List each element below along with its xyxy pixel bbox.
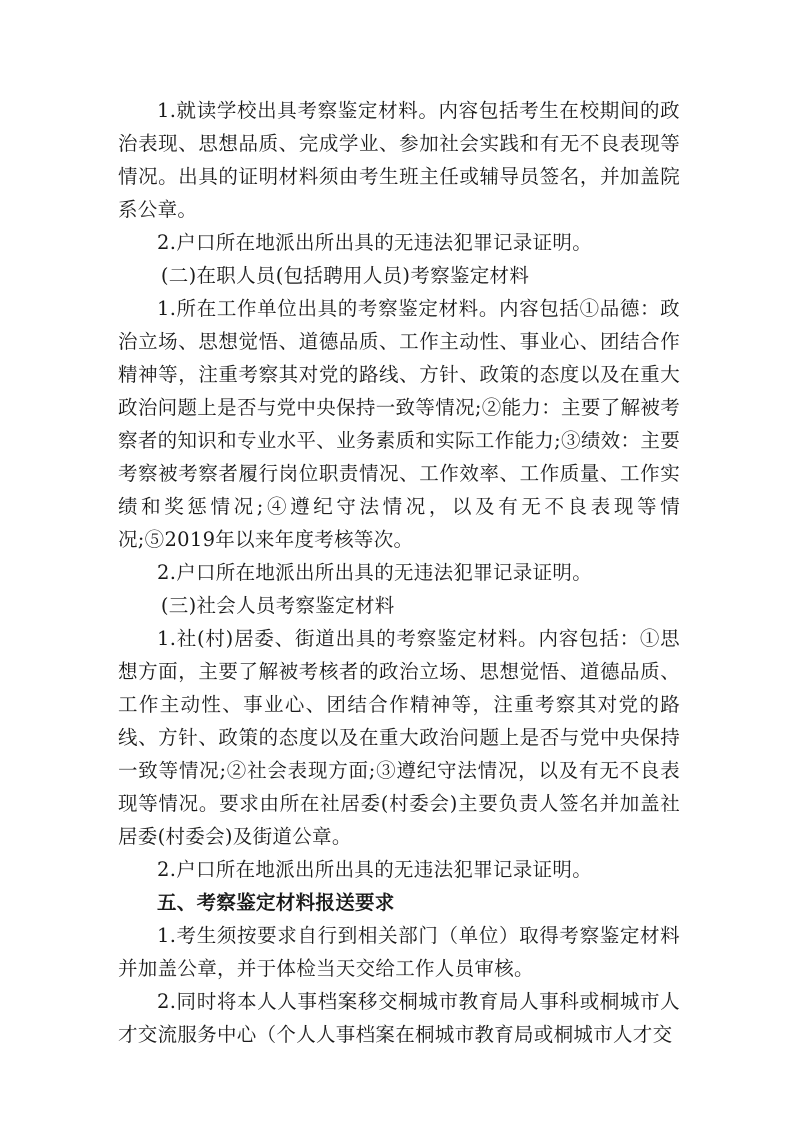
section-title-submission-requirements: 五、考察鉴定材料报送要求: [157, 891, 395, 914]
paragraph-student-school-material: 1.就读学校出具考察鉴定材料。内容包括考生在校期间的政治表现、思想品质、完成学业、参加社会实践和有无不良表现等情况。出具的证明材料须由考生班主任或辅导员签名，并加盖院系公章。: [118, 99, 680, 221]
document-page: [118, 94, 680, 1051]
paragraph-submission-rule-1: 1.考生须按要求自行到相关部门（单位）取得考察鉴定材料并加盖公章，并于体检当天交给工作人员审核。: [118, 924, 680, 980]
subheading-social-persons: (三)社会人员考察鉴定材料: [160, 594, 395, 617]
paragraph-student-police-certificate: 2.户口所在地派出所出具的无违法犯罪记录证明。: [157, 231, 593, 254]
paragraph-submission-rule-2: 2.同时将本人人事档案移交桐城市教育局人事科或桐城市人才交流服务中心（个人人事档案在桐城市教育局或桐城市人才交: [118, 990, 680, 1046]
paragraph-social-police-certificate: 2.户口所在地派出所出具的无违法犯罪记录证明。: [157, 858, 593, 881]
paragraph-employed-police-certificate: 2.户口所在地派出所出具的无违法犯罪记录证明。: [157, 561, 593, 584]
subheading-employed-persons: (二)在职人员(包括聘用人员)考察鉴定材料: [160, 264, 530, 287]
paragraph-community-material: 1.社(村)居委、街道出具的考察鉴定材料。内容包括：①思想方面，主要了解被考核者的政治立场、思想觉悟、道德品质、工作主动性、事业心、团结合作精神等，注重考察其对党的路线、方针、政策的态度以及在重大政治问题上是否与党中央保持一致等情况;②社会表现方面;③遵纪守法情况，以及有无不良表现等情况。要求由所在社居委(村委会)主要负责人签名并加盖社居委(村委会)及街道公章。: [118, 627, 680, 848]
paragraph-employer-material: 1.所在工作单位出具的考察鉴定材料。内容包括①品德：政治立场、思想觉悟、道德品质、工作主动性、事业心、团结合作精神等，注重考察其对党的路线、方针、政策的态度以及在重大政治问题上是否与党中央保持一致等情况;②能力：主要了解被考察者的知识和专业水平、业务素质和实际工作能力;③绩效：主要考察被考察者履行岗位职责情况、工作效率、工作质量、工作实绩和奖惩情况;④遵纪守法情况，以及有无不良表现等情况;⑤2019年以来年度考核等次。: [118, 297, 680, 551]
